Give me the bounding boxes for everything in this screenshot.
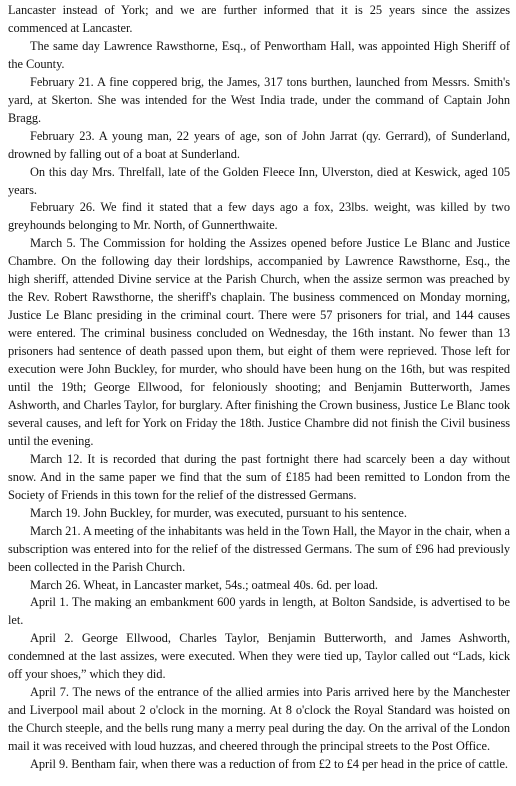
paragraph: The same day Lawrence Rawsthorne, Esq., of Penwortham Hall, was appointed High Sheriff of the County.: [8, 38, 510, 71]
paragraph: April 2. George Ellwood, Charles Taylor, Benjamin Butterworth, and James Ashworth, condemned at the last assizes, were executed. When they were tied up, Taylor called out “Lads, kick off your shoes,” which they did.: [8, 631, 510, 682]
paragraph: March 12. It is recorded that during the past fortnight there had scarcely been a day without snow. And in the same paper we find that the sum of £185 had been remitted to London from the Society of Friends in this town for the relief of the distressed Germans.: [8, 451, 510, 502]
paragraph: April 7. The news of the entrance of the allied armies into Paris arrived here by the Manchester and Liverpool mail about 2 o'clock in the morning. At 8 o'clock the Royal Standard was hoisted on the Church steeple, and the bells rung many a merry peal during the day. On the arrival of the London mail it was received with loud huzzas, and cheered through the principal streets to the Post Office.: [8, 685, 510, 754]
paragraph: April 1. The making an embankment 600 yards in length, at Bolton Sandside, is advertised to be let.: [8, 595, 510, 628]
paragraph: April 9. Bentham fair, when there was a reduction of from £2 to £4 per head in the price of cattle.: [30, 757, 508, 772]
paragraph: March 26. Wheat, in Lancaster market, 54s.; oatmeal 40s. 6d. per load.: [30, 577, 378, 592]
paragraph: February 21. A fine coppered brig, the James, 317 tons burthen, launched from Messrs. Smith's yard, at Skerton. She was intended for the West India trade, under the command of Captain John Bragg.: [8, 74, 510, 125]
paragraph: March 5. The Commission for holding the Assizes opened before Justice Le Blanc and Justice Chambre. On the following day their lordships, accompanied by Lawrence Rawsthorne, Esq., the high sheriff, attended Divine service at the Parish Church, when the assize sermon was preached by the Rev. Robert Rawsthorne, the sheriff's chaplain. The business commenced on Monday morning, Justice Le Blanc presiding in the criminal court. There were 57 prisoners for trial, and 144 causes were entered. The criminal business concluded on Wednesday, the 16th instant. No fewer than 13 prisoners had sentence of death passed upon them, but eight of them were reprieved. Those left for execution were John Buckley, for murder, who should have been hung on the 16th, but was respited until the 19th; George Ellwood, for feloniously shooting; and Benjamin Butterworth, James Ashworth, and Charles Taylor, for burglary. After finishing the Crown business, Justice Le Blanc took several causes, and left for York on Friday the 18th. Justice Chambre did not finish the Civil business until the evening.: [8, 236, 510, 448]
paragraph: Lancaster instead of York; and we are further informed that it is 25 years since the assizes commenced at Lancaster.: [8, 3, 510, 35]
paragraph: February 26. We find it stated that a few days ago a fox, 23lbs. weight, was killed by two greyhounds belonging to Mr. North, of Gunnerthwaite.: [8, 200, 510, 233]
paragraph: On this day Mrs. Threlfall, late of the Golden Fleece Inn, Ulverston, died at Keswick, aged 105 years.: [8, 164, 510, 197]
paragraph: March 21. A meeting of the inhabitants was held in the Town Hall, the Mayor in the chair, when a subscription was entered into for the relief of the distressed Germans. The sum of £96 had previously been collected in the Parish Church.: [8, 523, 510, 574]
document-page: [8, 2, 510, 784]
paragraph: March 19. John Buckley, for murder, was executed, pursuant to his sentence.: [30, 505, 407, 520]
paragraph: February 23. A young man, 22 years of age, son of John Jarrat (qy. Gerrard), of Sunderland, drowned by falling out of a boat at Sunderland.: [8, 128, 510, 161]
